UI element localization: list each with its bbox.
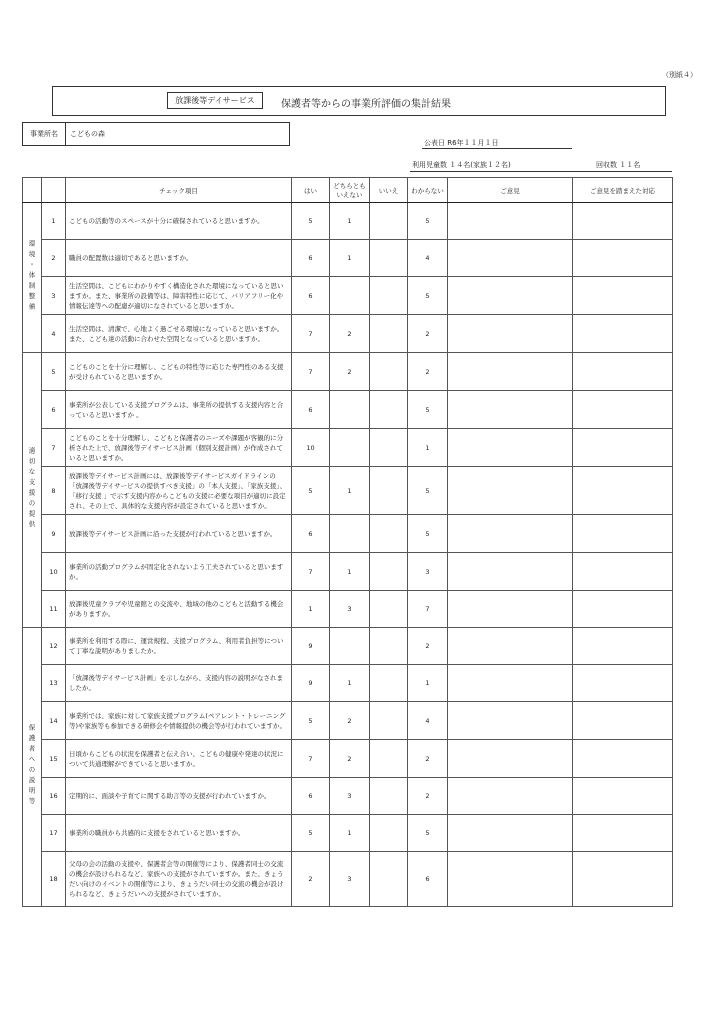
- check-item-text: 定期的に、面談や子育てに関する助言等の支援が行われていますか。: [66, 778, 292, 815]
- table-row: [23, 277, 673, 315]
- yes-count: 7: [292, 315, 330, 353]
- table-row: [23, 353, 673, 391]
- yes-count: 6: [292, 778, 330, 815]
- item-number: 2: [42, 240, 66, 277]
- unknown-count: 5: [408, 815, 448, 852]
- check-item-text: 事業所では、家族に対して家族支援プログラム(ペアレント・トレーニング等)や家族等も参加できる研修会や情報提供の機会等が行われていますか。: [66, 702, 292, 740]
- neither-count: [330, 628, 370, 665]
- opinion-cell: [448, 740, 573, 778]
- unknown-count: 6: [408, 852, 448, 907]
- check-item-text: 事業所の職員から共感的に支援をされていると思いますか。: [66, 815, 292, 852]
- check-item-text: 父母の会の活動の支援や、保護者会等の開催等により、保護者同士の交流の機会が設けられるなど、家族への支援がされていますか。また、きょうだい向けのイベントの開催等により、きょうだい同士の交流の機会が設けられるなど、きょうだいへの支援がされていますか。: [66, 852, 292, 907]
- yes-count: 5: [292, 815, 330, 852]
- item-number: 3: [42, 277, 66, 315]
- no-count: [370, 665, 408, 702]
- unknown-count: 5: [408, 203, 448, 240]
- response-cell: [573, 815, 673, 852]
- no-count: [370, 467, 408, 515]
- opinion-cell: [448, 778, 573, 815]
- category-cell: [23, 353, 42, 628]
- opinion-cell: [448, 515, 573, 553]
- yes-count: 6: [292, 515, 330, 553]
- item-number: 14: [42, 702, 66, 740]
- response-cell: [573, 429, 673, 467]
- response-cell: [573, 240, 673, 277]
- unknown-count: 4: [408, 240, 448, 277]
- check-item-text: 生活空間は、清潔で、心地よく過ごせる環境になっていると思いますか。また、こども達の活動に合わせた空間となっていると思いますか。: [66, 315, 292, 353]
- response-cell: [573, 315, 673, 353]
- yes-count: 6: [292, 391, 330, 429]
- yes-count: 5: [292, 203, 330, 240]
- table-row: [23, 203, 673, 240]
- response-cell: [573, 391, 673, 429]
- neither-count: 1: [330, 553, 370, 591]
- check-item-text: 放課後等デイサービス計画には、放課後等デイサービスガイドラインの「放課後等デイサービスの提供すべき支援」の「本人支援」、「家族支援」、「移行支援 」で示す支援内容からこどもの支援に必要な項目が適切に設定され、その上で、具体的な支援内容が設定されていると思いますか。: [66, 467, 292, 515]
- neither-count: 2: [330, 702, 370, 740]
- table-row: [23, 391, 673, 429]
- header-category: [23, 178, 42, 203]
- item-number: 16: [42, 778, 66, 815]
- unknown-count: 3: [408, 553, 448, 591]
- opinion-cell: [448, 591, 573, 628]
- opinion-cell: [448, 429, 573, 467]
- table-row: [23, 591, 673, 628]
- neither-count: 2: [330, 315, 370, 353]
- unknown-count: 2: [408, 315, 448, 353]
- annex-label: （別紙４）: [662, 71, 697, 79]
- check-item-text: こどものことを十分理解し、こどもと保護者のニーズや課題が客観的に分析された上で、放課後等デイサービス計画（個別支援計画）が作成されていると思いますか。: [66, 429, 292, 467]
- publish-date: 公表日 R6年１１月１日: [424, 139, 499, 147]
- item-number: 10: [42, 553, 66, 591]
- table-row: [23, 665, 673, 702]
- item-number: 18: [42, 852, 66, 907]
- header-number: [42, 178, 66, 203]
- item-number: 7: [42, 429, 66, 467]
- neither-count: 1: [330, 240, 370, 277]
- response-cell: [573, 628, 673, 665]
- publish-date-underline: [422, 148, 572, 149]
- response-cell: [573, 277, 673, 315]
- response-cell: [573, 553, 673, 591]
- header-unknown: わからない: [408, 178, 448, 203]
- table-row: [23, 240, 673, 277]
- unknown-count: 5: [408, 515, 448, 553]
- item-number: 15: [42, 740, 66, 778]
- opinion-cell: [448, 815, 573, 852]
- check-item-text: 放課後等デイサービス計画に沿った支援が行われていると思いますか。: [66, 515, 292, 553]
- table-row: [23, 740, 673, 778]
- table-row: [23, 628, 673, 665]
- unknown-count: 2: [408, 778, 448, 815]
- table-row: [23, 815, 673, 852]
- no-count: [370, 702, 408, 740]
- response-cell: [573, 203, 673, 240]
- header-neither: どちらとも いえない: [330, 178, 370, 203]
- item-number: 13: [42, 665, 66, 702]
- category-label: 環境・体制整備: [27, 239, 36, 314]
- header-no: いいえ: [370, 178, 408, 203]
- opinion-cell: [448, 391, 573, 429]
- yes-count: 7: [292, 353, 330, 391]
- yes-count: 9: [292, 665, 330, 702]
- response-cell: [573, 702, 673, 740]
- table-row: [23, 702, 673, 740]
- table-row: [23, 553, 673, 591]
- yes-count: 1: [292, 591, 330, 628]
- check-item-text: こどもの活動等のスペースが十分に確保されていると思いますか。: [66, 203, 292, 240]
- response-cell: [573, 353, 673, 391]
- no-count: [370, 429, 408, 467]
- no-count: [370, 277, 408, 315]
- neither-count: [330, 429, 370, 467]
- unknown-count: 4: [408, 702, 448, 740]
- header-response: ご意見を踏まえた対応: [573, 178, 673, 203]
- unknown-count: 5: [408, 467, 448, 515]
- check-item-text: 「放課後等デイサービス計画」を示しながら、支援内容の説明がなされましたか。: [66, 665, 292, 702]
- response-cell: [573, 665, 673, 702]
- category-label: 適切な支援の提供: [27, 447, 36, 531]
- unknown-count: 5: [408, 277, 448, 315]
- header-yes: はい: [292, 178, 330, 203]
- yes-count: 10: [292, 429, 330, 467]
- table-row: [23, 778, 673, 815]
- yes-count: 9: [292, 628, 330, 665]
- opinion-cell: [448, 315, 573, 353]
- yes-count: 7: [292, 740, 330, 778]
- item-number: 12: [42, 628, 66, 665]
- opinion-cell: [448, 665, 573, 702]
- no-count: [370, 353, 408, 391]
- unknown-count: 2: [408, 628, 448, 665]
- item-number: 9: [42, 515, 66, 553]
- opinion-cell: [448, 277, 573, 315]
- neither-count: 1: [330, 203, 370, 240]
- unknown-count: 2: [408, 740, 448, 778]
- header-check-item: チェック項目: [66, 178, 292, 203]
- unknown-count: 1: [408, 665, 448, 702]
- neither-count: 3: [330, 852, 370, 907]
- opinion-cell: [448, 852, 573, 907]
- opinion-cell: [448, 628, 573, 665]
- no-count: [370, 515, 408, 553]
- unknown-count: 7: [408, 591, 448, 628]
- neither-count: 3: [330, 591, 370, 628]
- opinion-cell: [448, 702, 573, 740]
- category-cell: [23, 628, 42, 907]
- yes-count: 6: [292, 240, 330, 277]
- response-cell: [573, 591, 673, 628]
- category-label: 保護者への説明等: [27, 724, 36, 808]
- check-item-text: こどものことを十分に理解し、こどもの特性等に応じた専門性のある支援が受けられていると思いますか。: [66, 353, 292, 391]
- no-count: [370, 815, 408, 852]
- yes-count: 6: [292, 277, 330, 315]
- neither-count: [330, 277, 370, 315]
- document-title: 保護者等からの事業所評価の集計結果: [281, 99, 451, 110]
- yes-count: 5: [292, 702, 330, 740]
- category-cell: [23, 203, 42, 353]
- service-name-box: [167, 92, 263, 109]
- item-number: 8: [42, 467, 66, 515]
- neither-count: 3: [330, 778, 370, 815]
- table-body: [23, 203, 673, 907]
- neither-count: 1: [330, 665, 370, 702]
- opinion-cell: [448, 203, 573, 240]
- item-number: 5: [42, 353, 66, 391]
- neither-count: 2: [330, 353, 370, 391]
- title-box: [52, 86, 666, 116]
- neither-count: 1: [330, 815, 370, 852]
- yes-count: 2: [292, 852, 330, 907]
- no-count: [370, 240, 408, 277]
- response-cell: [573, 467, 673, 515]
- no-count: [370, 553, 408, 591]
- item-number: 6: [42, 391, 66, 429]
- unknown-count: 5: [408, 391, 448, 429]
- unknown-count: 1: [408, 429, 448, 467]
- item-number: 4: [42, 315, 66, 353]
- check-item-text: 事業所を利用する際に、運営規程、支援プログラム、利用者負担等について丁寧な説明がありましたか。: [66, 628, 292, 665]
- no-count: [370, 391, 408, 429]
- response-cell: [573, 740, 673, 778]
- office-box: [22, 122, 290, 146]
- no-count: [370, 203, 408, 240]
- no-count: [370, 852, 408, 907]
- opinion-cell: [448, 353, 573, 391]
- opinion-cell: [448, 553, 573, 591]
- opinion-cell: [448, 240, 573, 277]
- neither-count: 2: [330, 740, 370, 778]
- response-cell: [573, 852, 673, 907]
- user-count: 利用児童数 １４名(家族１２名): [412, 161, 511, 169]
- no-count: [370, 778, 408, 815]
- no-count: [370, 740, 408, 778]
- response-cell: [573, 515, 673, 553]
- item-number: 1: [42, 203, 66, 240]
- table-header-row: [23, 178, 673, 203]
- neither-count: [330, 515, 370, 553]
- response-cell: [573, 778, 673, 815]
- office-name: こどもの森: [70, 130, 105, 138]
- table-row: [23, 515, 673, 553]
- opinion-cell: [448, 467, 573, 515]
- yes-count: 5: [292, 467, 330, 515]
- table-row: [23, 852, 673, 907]
- neither-count: 1: [330, 467, 370, 515]
- counts-underline: [410, 171, 672, 172]
- no-count: [370, 628, 408, 665]
- unknown-count: 2: [408, 353, 448, 391]
- no-count: [370, 591, 408, 628]
- table-row: [23, 467, 673, 515]
- collected-count: 回収数 １１名: [596, 161, 641, 169]
- office-label: 事業所名: [23, 123, 66, 145]
- neither-count: [330, 391, 370, 429]
- header-opinion: ご意見: [448, 178, 573, 203]
- check-item-text: 放課後児童クラブや児童館との交流や、地域の他のこどもと活動する機会がありますか。: [66, 591, 292, 628]
- check-item-text: 日頃からこどもの状況を保護者と伝え合い、こどもの健康や発達の状況について共通理解ができていると思いますか。: [66, 740, 292, 778]
- service-name: 放課後等デイサービス: [175, 96, 255, 105]
- item-number: 11: [42, 591, 66, 628]
- table-row: [23, 315, 673, 353]
- item-number: 17: [42, 815, 66, 852]
- check-item-text: 事業所の活動プログラムが固定化されないよう工夫されていると思いますか。: [66, 553, 292, 591]
- yes-count: 7: [292, 553, 330, 591]
- table-row: [23, 429, 673, 467]
- no-count: [370, 315, 408, 353]
- check-item-text: 生活空間は、こどもにわかりやすく構造化された環境になっていると思いますか。また、事業所の設備等は、障害特性に応じて、バリアフリー化や情報伝達等への配慮が適切になされていると思いますか。: [66, 277, 292, 315]
- evaluation-table: [22, 177, 673, 907]
- check-item-text: 職員の配置数は適切であると思いますか。: [66, 240, 292, 277]
- check-item-text: 事業所が公表している支援プログラムは、事業所の提供する支援内容と合っていると思いますか 。: [66, 391, 292, 429]
